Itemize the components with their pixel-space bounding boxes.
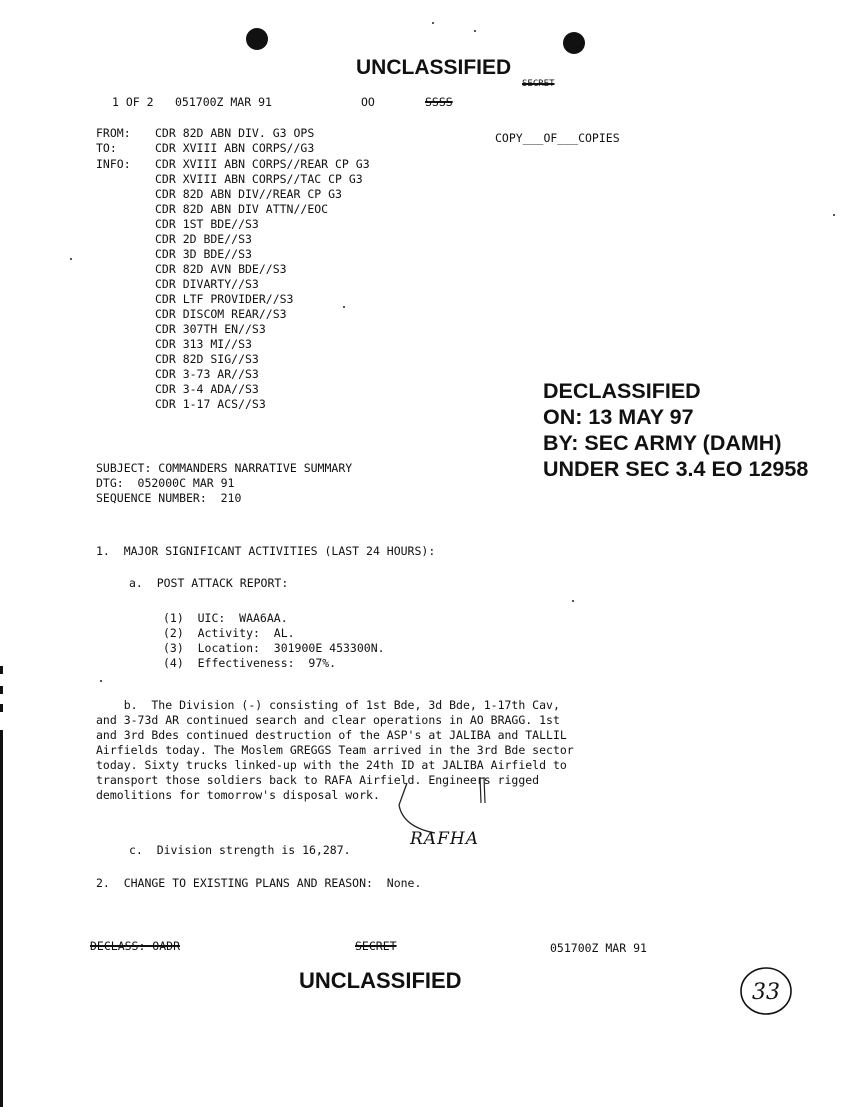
scan-edge-bar [0, 730, 3, 1107]
info-item: CDR 82D AVN BDE//S3 [155, 262, 287, 276]
paragraph-line: and 3-73d AR continued search and clear operations in AO BRAGG. 1st [96, 713, 560, 727]
info-item: CDR 1-17 ACS//S3 [155, 397, 266, 411]
info-item: CDR DISCOM REAR//S3 [155, 307, 287, 321]
paragraph-line: b. The Division (-) consisting of 1st Bde, 3d Bde, 1-17th Cav, [96, 698, 560, 712]
top-classification-banner: UNCLASSIFIED [356, 56, 512, 79]
paragraph-c: c. Division strength is 16,287. [129, 843, 351, 857]
section-1-title: 1. MAJOR SIGNIFICANT ACTIVITIES (LAST 24 HOURS): [96, 544, 436, 558]
to-value: CDR XVIII ABN CORPS//G3 [155, 141, 315, 155]
paragraph-line: today. Sixty trucks linked-up with the 24th ID at JALIBA Airfield to [96, 758, 567, 772]
scan-speck [70, 258, 72, 260]
paragraph-b [96, 698, 574, 803]
info-item: CDR 1ST BDE//S3 [155, 217, 259, 231]
punch-hole-left [246, 28, 268, 50]
info-item: CDR DIVARTY//S3 [155, 277, 259, 291]
sequence-line: SEQUENCE NUMBER: 210 [96, 491, 242, 505]
from-value: CDR 82D ABN DIV. G3 OPS [155, 126, 315, 140]
post-attack-item: (4) Effectiveness: 97%. [163, 656, 337, 670]
circled-page-mark [736, 962, 800, 1020]
info-item: CDR XVIII ABN CORPS//REAR CP G3 [155, 157, 370, 171]
header-dtg: 051700Z MAR 91 [175, 95, 272, 109]
paragraph-line: and 3rd Bdes continued destruction of the ASP's at JALIBA and TALLIL [96, 728, 567, 742]
info-distribution-list [155, 157, 370, 412]
scan-speck [100, 680, 102, 682]
scan-edge-mark [0, 686, 3, 694]
post-attack-items [163, 611, 385, 671]
info-item: CDR 307TH EN//S3 [155, 322, 266, 336]
info-item: CDR 2D BDE//S3 [155, 232, 252, 246]
footer-declass-struck: DECLASS: OADR [90, 939, 181, 953]
header-struck-classification: SSSS [425, 95, 453, 109]
struck-secret-top: SECRET [522, 79, 555, 89]
info-label: INFO: [96, 157, 131, 171]
info-item: CDR LTF PROVIDER//S3 [155, 292, 294, 306]
info-item: CDR 3D BDE//S3 [155, 247, 252, 261]
stamp-line: UNDER SEC 3.4 EO 12958 [543, 457, 809, 481]
subject-line: SUBJECT: COMMANDERS NARRATIVE SUMMARY [96, 461, 353, 475]
header-page-count: 1 OF 2 [112, 95, 154, 109]
punch-hole-right [563, 32, 585, 54]
subject-block [96, 461, 352, 506]
info-item: CDR 82D ABN DIV ATTN//EOC [155, 202, 329, 216]
bottom-classification-banner: UNCLASSIFIED [299, 968, 462, 993]
footer-dtg: 051700Z MAR 91 [550, 941, 647, 955]
info-item: CDR XVIII ABN CORPS//TAC CP G3 [155, 172, 363, 186]
paragraph-line: demolitions for tomorrow's disposal work. [96, 788, 380, 802]
post-attack-item: (3) Location: 301900E 453300N. [163, 641, 385, 655]
page-mark-number: 33 [752, 980, 780, 1005]
info-item: CDR 82D SIG//S3 [155, 352, 259, 366]
stamp-line: BY: SEC ARMY (DAMH) [543, 431, 782, 455]
scan-speck [343, 306, 345, 308]
section-2: 2. CHANGE TO EXISTING PLANS AND REASON: None. [96, 876, 422, 890]
copy-line: COPY___OF___COPIES [495, 131, 620, 145]
paragraph-line: Airfields today. The Moslem GREGGS Team arrived in the 3rd Bde sector [96, 743, 574, 757]
stamp-line: ON: 13 MAY 97 [543, 405, 694, 429]
post-attack-item: (1) UIC: WAA6AA. [163, 611, 288, 625]
scan-speck [833, 214, 835, 216]
to-label: TO: [96, 141, 117, 155]
info-item: CDR 3-73 AR//S3 [155, 367, 259, 381]
scan-edge-mark [0, 666, 3, 674]
handwritten-correction: RAFHA [410, 829, 479, 849]
info-item: CDR 82D ABN DIV//REAR CP G3 [155, 187, 342, 201]
dtg-line: DTG: 052000C MAR 91 [96, 476, 235, 490]
post-attack-item: (2) Activity: AL. [163, 626, 295, 640]
scan-speck [432, 22, 434, 24]
paragraph-line: transport those soldiers back to RAFA Airfield. Engineers rigged [96, 773, 540, 787]
post-attack-title: a. POST ATTACK REPORT: [129, 576, 289, 590]
stamp-line: DECLASSIFIED [543, 379, 701, 403]
info-item: CDR 3-4 ADA//S3 [155, 382, 259, 396]
footer-secret-struck: SECRET [355, 939, 397, 953]
info-item: CDR 313 MI//S3 [155, 337, 252, 351]
scan-speck [572, 600, 574, 602]
scan-edge-mark [0, 704, 3, 712]
from-label: FROM: [96, 126, 131, 140]
scan-speck [474, 30, 476, 32]
declassification-stamp [543, 378, 808, 482]
header-precedence: OO [361, 95, 375, 109]
